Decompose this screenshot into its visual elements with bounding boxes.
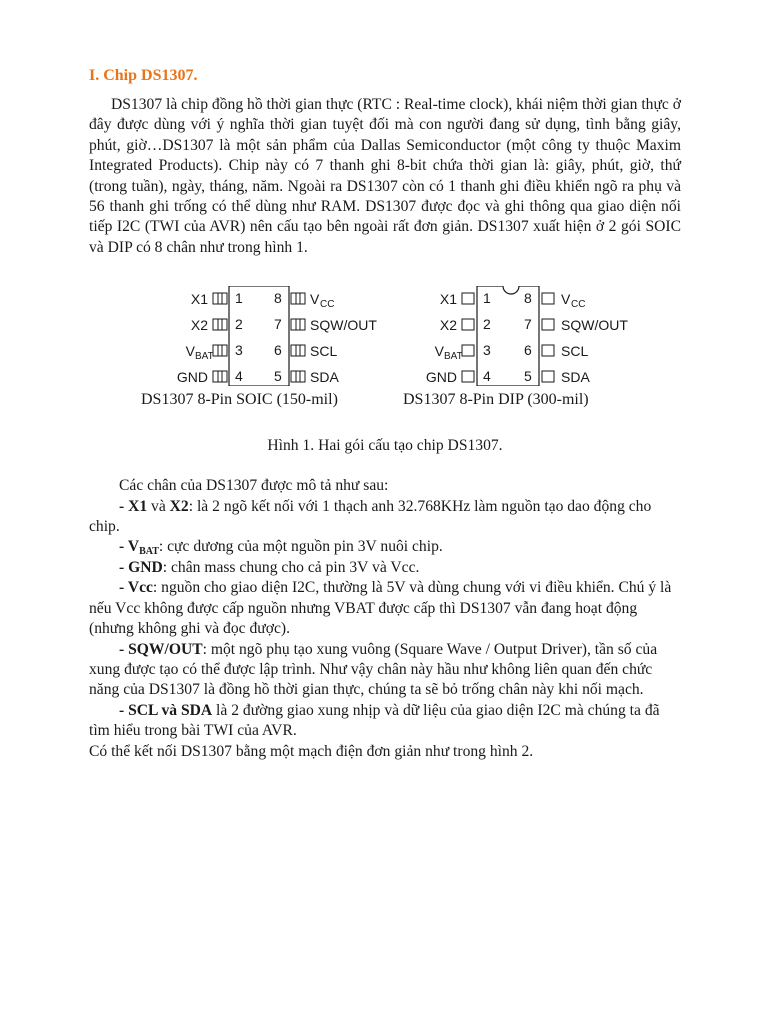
pin-number-7: 7 xyxy=(274,316,282,333)
pin-label-gnd: GND xyxy=(425,369,457,386)
pin-number-8: 8 xyxy=(524,290,532,307)
pin-label-vbat-sub: BAT xyxy=(195,351,214,363)
pin-term-gnd: GND xyxy=(128,558,163,576)
pin-number-4: 4 xyxy=(235,368,243,385)
dip-right-labels xyxy=(561,291,628,385)
soic-right-pins xyxy=(291,293,305,382)
pin-label-vbat: V xyxy=(434,343,444,360)
pin-number-5: 5 xyxy=(524,368,532,385)
soic-caption: DS1307 8-Pin SOIC (150-mil) xyxy=(141,391,338,409)
pin-label-x2: X2 xyxy=(439,317,457,334)
pin-label-x1: X1 xyxy=(190,291,208,308)
dip-caption: DS1307 8-Pin DIP (300-mil) xyxy=(403,391,589,409)
pins-intro: Các chân của DS1307 được mô tả như sau: xyxy=(119,477,389,495)
soic-right-labels xyxy=(310,291,377,385)
pin-label-x2: X2 xyxy=(190,317,208,334)
pin-number-1: 1 xyxy=(235,290,243,307)
pin-label-vcc: V xyxy=(310,291,320,308)
figure-caption: Hình 1. Hai gói cấu tạo chip DS1307. xyxy=(267,437,503,455)
pin-term-vbat: V xyxy=(127,538,140,556)
pin-number-2: 2 xyxy=(235,316,243,333)
pin-number-6: 6 xyxy=(524,342,532,359)
pin-term-x1: X1 xyxy=(128,497,148,515)
pin-number-5: 5 xyxy=(274,368,282,385)
pin-label-sda: SDA xyxy=(310,369,339,386)
pin-number-4: 4 xyxy=(483,368,491,385)
pin-label-vbat-sub: BAT xyxy=(444,351,463,363)
soic-package-diagram xyxy=(89,286,389,386)
pin-desc-vcc: - Vcc: nguồn cho giao diện I2C, thường là 5V và dùng chung với vi điều khiển. Chú ý là nếu Vcc không được cấp nguồn nhưng VBAT được cấp thì DS1307 vẫn đang hoạt động (nhưng không ghi và đọc được). xyxy=(89,579,672,638)
soic-left-pins xyxy=(213,293,227,382)
pin-label-scl: SCL xyxy=(561,343,589,360)
pin-label-sqwout: SQW/OUT xyxy=(561,317,628,334)
pin-desc-scl-sda: - SCL và SDA là 2 đường giao xung nhịp và dữ liệu của giao diện I2C mà chúng ta đã tìm hiểu trong bài TWI của AVR. xyxy=(89,701,660,740)
pin-label-vcc-sub: CC xyxy=(571,299,586,311)
pin-term-x2: X2 xyxy=(169,497,189,515)
pin-label-vcc-sub: CC xyxy=(320,299,335,311)
pin-desc-x1-x2: - X1 và X2: là 2 ngõ kết nối với 1 thạch anh 32.768KHz làm nguồn tạo dao động cho chip. xyxy=(89,497,652,536)
section-heading: I. Chip DS1307. xyxy=(89,67,198,84)
pin-label-x1: X1 xyxy=(439,291,457,308)
pin-number-1: 1 xyxy=(483,290,491,307)
dip-pin-numbers xyxy=(483,290,532,384)
pin-label-sda: SDA xyxy=(561,369,590,386)
pin-label-sqwout: SQW/OUT xyxy=(310,317,377,334)
pin-label-gnd: GND xyxy=(176,369,208,386)
soic-pin-numbers xyxy=(235,290,282,384)
dip-package-diagram xyxy=(401,286,661,386)
pin-desc-vbat: - $V_{BAT}$: cực dương của một nguồn pin 3V nuôi chip. xyxy=(119,538,443,558)
document-page xyxy=(89,66,681,762)
pin-number-3: 3 xyxy=(235,342,243,359)
pin-label-vbat: V xyxy=(185,343,195,360)
pin-label-scl: SCL xyxy=(310,343,338,360)
pin-term-vcc: Vcc xyxy=(127,579,153,597)
pin-desc-sqw-out: - SQW/OUT: một ngõ phụ tạo xung vuông (Square Wave / Output Driver), tần số của xung được tạo có thể được lập trình. Như vậy chân này hầu như không liên quan đến chức năng của DS1307 là đồng hồ thời gian thực, chúng ta sẽ bỏ trống chân này khi nối mạch. xyxy=(89,640,658,699)
pin-desc-gnd: - GND: chân mass chung cho cả pin 3V và Vcc. xyxy=(119,558,420,576)
dip-right-pins xyxy=(542,293,554,382)
intro-paragraph: DS1307 là chip đồng hồ thời gian thực (RTC : Real-time clock), khái niệm thời gian thực ở đây được dùng với ý nghĩa thời gian tuyệt đối mà con người đang sử dụng, tình bằng giây, phút, giờ…DS1307 là một sản phẩm của Dallas Semiconductor (một công ty thuộc Maxim Integrated Products). Chip này có 7 thanh ghi 8-bit chứa thời gian là: giây, phút, giờ, thứ (trong tuần), ngày, tháng, năm. Ngoài ra DS1307 còn có 1 thanh ghi điều khiển ngõ ra phụ và 56 thanh ghi trống có thể dùng như RAM. DS1307 được đọc và ghi thông qua giao diện nối tiếp I2C (TWI của AVR) nên cấu tạo bên ngoài rất đơn giản. DS1307 xuất hiện ở 2 gói SOIC và DIP có 8 chân như trong hình 1. xyxy=(89,96,681,256)
closing-paragraph: Có thể kết nối DS1307 bằng một mạch điện đơn giản như trong hình 2. xyxy=(89,742,534,760)
dip-left-labels xyxy=(426,291,463,385)
pin-number-3: 3 xyxy=(483,342,491,359)
pin-number-8: 8 xyxy=(274,290,282,307)
pin-term-scl-sda: SCL và SDA xyxy=(128,701,213,719)
figure-1 xyxy=(89,286,681,414)
pin-number-7: 7 xyxy=(524,316,532,333)
pin-term-sqw-out: SQW/OUT xyxy=(128,640,203,658)
pin-number-6: 6 xyxy=(274,342,282,359)
pin-number-2: 2 xyxy=(483,316,491,333)
soic-left-labels xyxy=(177,291,214,385)
dip-left-pins xyxy=(462,293,474,382)
pin-label-vcc: V xyxy=(561,291,571,308)
